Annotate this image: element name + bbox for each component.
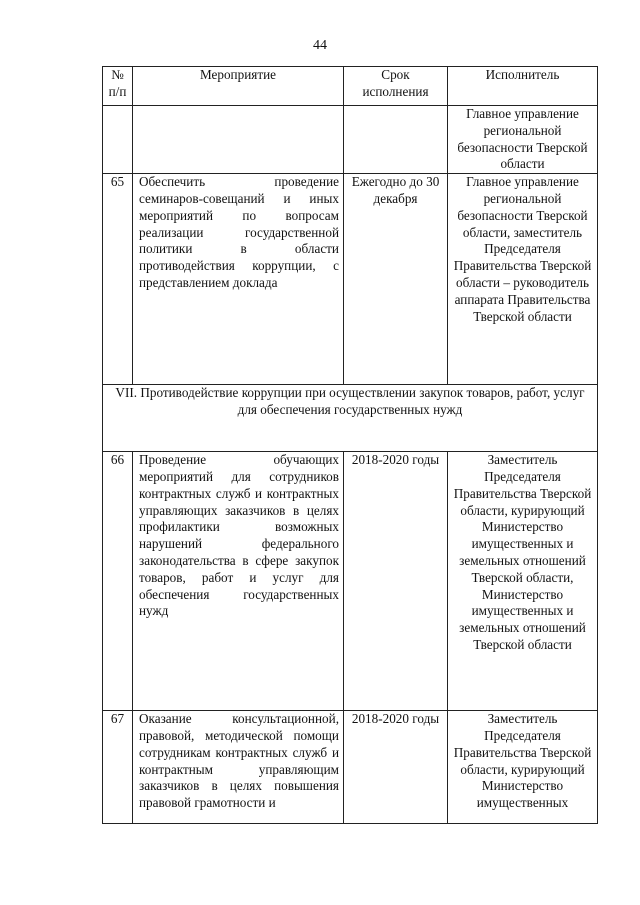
cell-num: 67 (103, 711, 133, 824)
measures-table (102, 66, 598, 824)
cell-term: 2018-2020 годы (344, 452, 448, 711)
cell-executor: Главное управление региональной безопасности Тверской области, заместитель Председателя Правительства Тверской области – руководитель аппарата Правительства Тверской области (448, 174, 598, 385)
cell-num (103, 106, 133, 174)
cell-event: Оказание консультационной, правовой, методической помощи сотрудникам контрактных служб и контрактным управляющим заказчиков в целях повышения правовой грамотности и (133, 711, 344, 824)
section-heading: VII. Противодействие коррупции при осуществлении закупок товаров, работ, услуг для обеспечения государственных нужд (103, 385, 598, 452)
table-row-67 (103, 711, 598, 824)
cell-executor: Главное управление региональной безопасности Тверской области (448, 106, 598, 174)
header-num: № п/п (103, 67, 133, 106)
header-executor: Исполнитель (448, 67, 598, 106)
cell-term: 2018-2020 годы (344, 711, 448, 824)
header-event: Мероприятие (133, 67, 344, 106)
cell-executor: Заместитель Председателя Правительства Тверской области, курирующий Министерство имущественных (448, 711, 598, 824)
cell-term: Ежегодно до 30 декабря (344, 174, 448, 385)
header-term: Срок исполнения (344, 67, 448, 106)
cell-event: Обеспечить проведение семинаров-совещаний и иных мероприятий по вопросам реализации государственной политики в области противодействия коррупции, с представлением доклада (133, 174, 344, 385)
section-heading-row (103, 385, 598, 452)
table-row-66 (103, 452, 598, 711)
table-header-row (103, 67, 598, 106)
cell-event (133, 106, 344, 174)
table-row-continuation (103, 106, 598, 174)
cell-executor: Заместитель Председателя Правительства Тверской области, курирующий Министерство имущественных и земельных отношений Тверской области, Министерство имущественных и земельных отношений Тверской области (448, 452, 598, 711)
page-number: 44 (313, 38, 327, 53)
cell-num: 66 (103, 452, 133, 711)
cell-event: Проведение обучающих мероприятий для сотрудников контрактных служб и контрактных управляющих заказчиков в целях профилактики возможных нарушений федерального законодательства в сфере закупок товаров, работ и услуг для обеспечения государственных нужд (133, 452, 344, 711)
cell-num: 65 (103, 174, 133, 385)
table-row-65 (103, 174, 598, 385)
cell-term (344, 106, 448, 174)
